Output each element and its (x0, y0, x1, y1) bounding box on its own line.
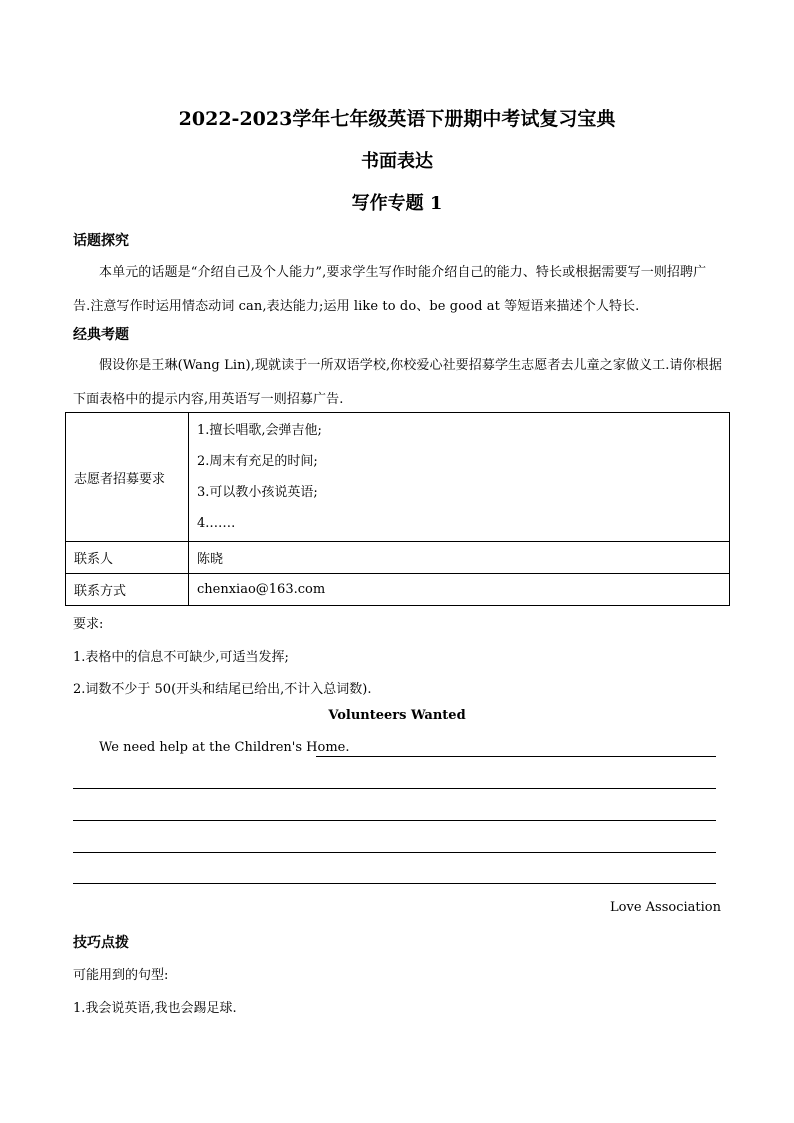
requirements-heading: 要求: (73, 617, 104, 632)
ad-title: Volunteers Wanted (328, 708, 466, 723)
table-label-contact: 联系人 (66, 542, 189, 574)
answer-line (73, 820, 716, 821)
ad-signature: Love Association (610, 900, 721, 915)
table-label-requirements: 志愿者招募要求 (66, 413, 189, 542)
table-cell-email: chenxiao@163.com (189, 574, 730, 606)
document-subtitle: 书面表达 (361, 151, 433, 172)
requirement-line: 2.词数不少于 50(开头和结尾已给出,不计入总词数). (73, 682, 372, 697)
exam-paragraph: 假设你是王琳(Wang Lin),现就读于一所双语学校,你校爱心社要招募学生志愿者去儿童之家做义工.请你根据下面表格中的提示内容,用英语写一则招募广告. (73, 358, 722, 407)
document-title: 2022-2023学年七年级英语下册期中考试复习宝典 (178, 108, 616, 130)
topic-title: 写作专题 1 (351, 193, 443, 214)
requirement-line: 1.表格中的信息不可缺少,可适当发挥; (73, 650, 289, 665)
requirement-item: 3.可以教小孩说英语; (197, 485, 318, 500)
requirement-item: 4.…… (197, 516, 236, 531)
topic-paragraph: 本单元的话题是“介绍自己及个人能力”,要求学生写作时能介绍自己的能力、特长或根据需要写一则招聘广告.注意写作时运用情态动词 can,表达能力;运用 like to do、be good at 等短语来描述个人特长. (73, 265, 707, 314)
answer-line (73, 852, 716, 853)
section-heading-exam: 经典考题 (73, 327, 129, 343)
tips-intro: 可能用到的句型: (73, 968, 169, 983)
ad-first-line: We need help at the Children's Home. (99, 740, 350, 755)
section-heading-tips: 技巧点拨 (73, 935, 129, 951)
answer-line (73, 788, 716, 789)
requirements-table (65, 412, 730, 606)
table-row (66, 574, 730, 606)
tips-item: 1.我会说英语,我也会踢足球. (73, 1001, 237, 1016)
table-row (66, 542, 730, 574)
table-label-contact-method: 联系方式 (66, 574, 189, 606)
answer-line (316, 756, 716, 757)
table-cell-contact: 陈晓 (189, 542, 730, 574)
table-row (66, 413, 730, 542)
table-cell-requirements (189, 413, 730, 542)
answer-line (73, 883, 716, 884)
requirement-item: 1.擅长唱歌,会弹吉他; (197, 423, 322, 438)
section-heading-topic: 话题探究 (73, 233, 129, 249)
requirement-item: 2.周末有充足的时间; (197, 454, 318, 469)
